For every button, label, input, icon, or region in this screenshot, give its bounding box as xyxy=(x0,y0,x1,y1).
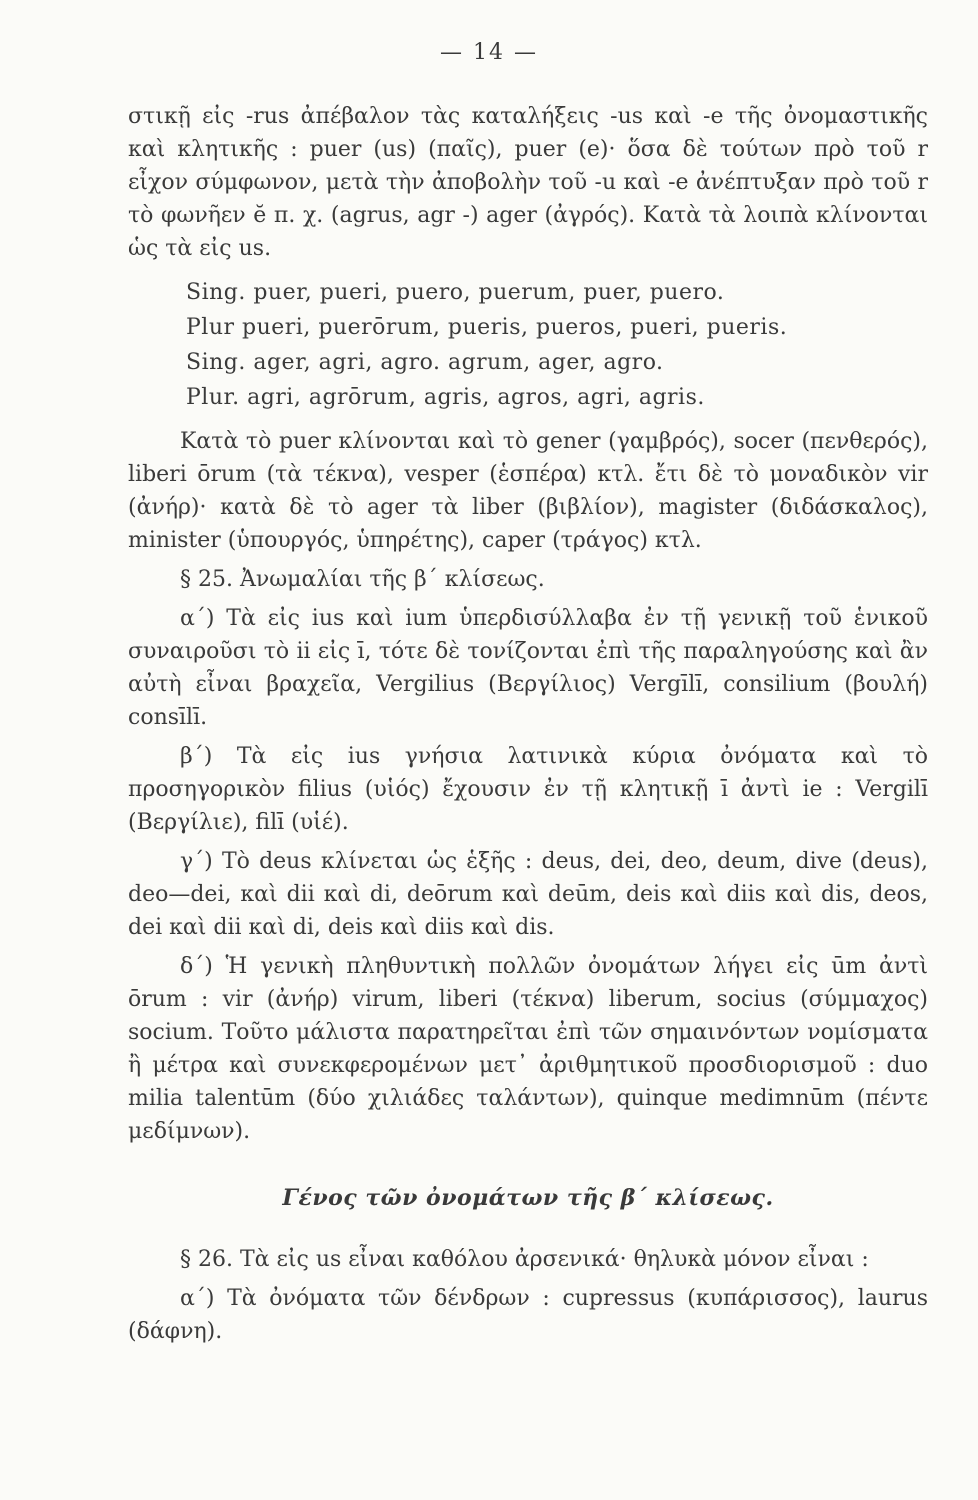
paradigm-puer-singular: Sing. puer, pueri, puero, puerum, puer, puero. xyxy=(186,280,725,305)
paragraph-similar-nouns: Κατὰ τὸ puer κλίνονται καὶ τὸ gener (γαμβρός), socer (πενθερός), liberi ōrum (τὰ τέκνα), vesper (ἑσπέρα) κτλ. ἔτι δὲ τὸ μοναδικὸν vir (ἀνήρ)· κατὰ δὲ τὸ ager τὰ liber (βιβλίον), magister (διδάσκαλος), minister (ὑπουργός, ὑπηρέτης), caper (τράγος) κτλ. xyxy=(128,429,928,553)
paragraph-rule-alpha: α΄) Τὰ εἰς ius καὶ ium ὑπερδισύλλαβα ἐν τῇ γενικῇ τοῦ ἑνικοῦ συναιροῦσι τὸ ii εἰς ī, τότε δὲ τονίζονται ἐπὶ τῆς παραληγούσης καὶ ἂν αὐτὴ εἶναι βραχεῖα, Vergilius (Βεργίλιος) Vergīlī, consilium (βουλή) consīlī. xyxy=(128,606,928,730)
section-heading-gender: Γένος τῶν ὀνομάτων τῆς β΄ κλίσεως. xyxy=(282,1185,774,1211)
paradigm-ager-singular: Sing. ager, agri, agro. agrum, ager, agro. xyxy=(186,350,664,375)
section-25-title: § 25. Ἀνωμαλίαι τῆς β΄ κλίσεως. xyxy=(180,567,545,592)
paradigm-puer-plural: Plur pueri, puerōrum, pueris, pueros, pueri, pueris. xyxy=(186,315,788,340)
paradigm-ager-plural: Plur. agri, agrōrum, agris, agros, agri, agris. xyxy=(186,385,705,410)
page-body xyxy=(128,100,928,1354)
paragraph-rule-delta: δ΄) Ἡ γενικὴ πληθυντικὴ πολλῶν ὀνομάτων λήγει εἰς ūm ἀντὶ ōrum : vir (ἀνήρ) virum, liberi (τέκνα) liberum, socius (σύμμαχος) socium. Τοῦτο μάλιστα παρατηρεῖται ἐπὶ τῶν σημαινόντων νομίσματα ἢ μέτρα καὶ συνεκφερομένων μετ᾽ ἀριθμητικοῦ προσδιορισμοῦ : duo milia talentūm (δύο χιλιάδες ταλάντων), quinque medimnūm (πέντε μεδίμνων). xyxy=(128,954,928,1144)
paragraph-trees: α΄) Τὰ ὀνόματα τῶν δένδρων : cupressus (κυπάρισσος), laurus (δάφνη). xyxy=(128,1286,928,1344)
declension-paradigm xyxy=(186,275,928,415)
paragraph-rule-beta: β΄) Τὰ εἰς ius γνήσια λατινικὰ κύρια ὀνόματα καὶ τὸ προσηγορικὸν filius (υἱός) ἔχουσιν ἐν τῇ κλητικῇ ī ἀντὶ ie : Vergilī (Βεργίλιε), filī (υἱέ). xyxy=(128,744,928,835)
paragraph-rule-gamma: γ΄) Τὸ deus κλίνεται ὡς ἑξῆς : deus, dei, deo, deum, dive (deus), deo—dei, καὶ dii καὶ di, deōrum καὶ deūm, deis καὶ diis καὶ dis, deos, dei καὶ dii καὶ di, deis καὶ diis καὶ dis. xyxy=(128,849,928,940)
paragraph-declension-intro: στικῇ εἰς -rus ἀπέβαλον τὰς καταλήξεις -us καὶ -e τῆς ὀνομαστικῆς καὶ κλητικῆς : puer (us) (παῖς), puer (e)· ὅσα δὲ τούτων πρὸ τοῦ r εἶχον σύμφωνον, μετὰ τὴν ἀποβολὴν τοῦ -u καὶ -e ἀνέπτυξαν πρὸ τοῦ r τὸ φωνῆεν ĕ π. χ. (agrus, agr -) ager (ἀγρός). Κατὰ τὰ λοιπὰ κλίνονται ὡς τὰ εἰς us. xyxy=(128,104,928,261)
page-number: — 14 — xyxy=(440,40,538,65)
section-26-intro: § 26. Τὰ εἰς us εἶναι καθόλου ἀρσενικά· θηλυκὰ μόνον εἶναι : xyxy=(180,1247,869,1272)
